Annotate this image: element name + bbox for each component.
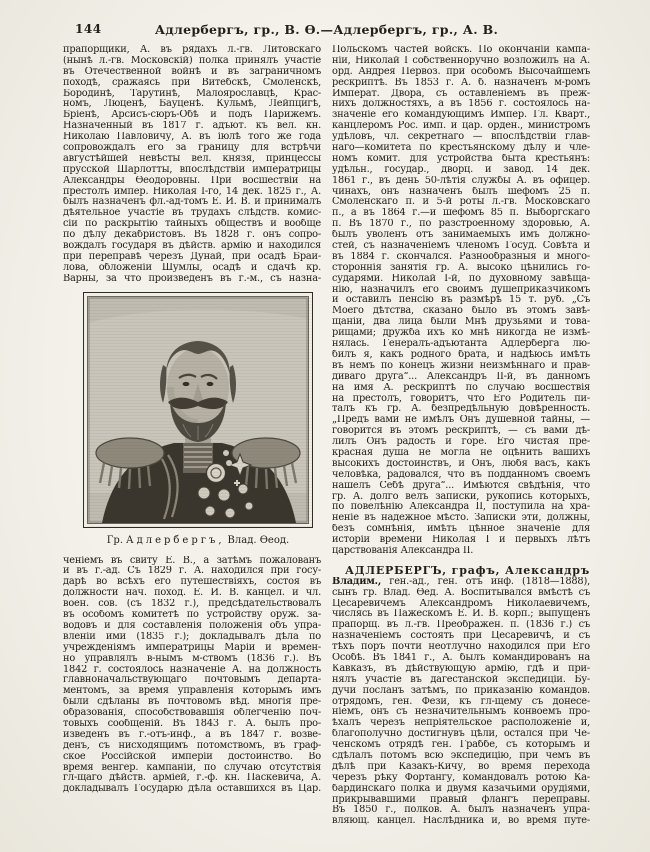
text-line: Варны, за что произведенъ въ г.-м., съ назна- — [63, 273, 321, 284]
text-line: Императ. Двора, съ оставленіемъ въ преж- — [332, 88, 590, 99]
text-line: были сдѣланы въ почтовомъ вѣд. многія пре- — [63, 697, 321, 708]
text-line: сіи по раскрытію тайныхъ обществъ и вообще — [63, 219, 321, 230]
paragraph-end-line: царствованія Александра II. — [332, 545, 474, 556]
text-line: человѣка, радовался, что въ подданномъ своемъ — [332, 469, 590, 480]
caption-suffix: Влад. Ѳеод. — [227, 534, 290, 546]
page-header — [63, 22, 590, 38]
text-columns — [63, 45, 590, 827]
caption-prefix: Гр. — [106, 534, 123, 546]
entry-text — [332, 588, 590, 828]
text-line: сударями. Николай I-й, по духовному завѣща- — [332, 273, 590, 284]
text-line: черезъ рѣку Фортангу, командовалъ ротою Ка- — [332, 772, 590, 783]
text-line: сопровождалъ его за границу для встрѣчи — [63, 143, 321, 154]
page-number: 144 — [75, 22, 102, 36]
text-line: ченскомъ отрядѣ ген. Граббе, съ которымъ и — [332, 740, 590, 751]
text-line: тѣхъ поръ почти неотлучно находился при Его — [332, 642, 590, 653]
text-line: походѣ, сражаясь при Витебскѣ, Смоленскѣ, — [63, 77, 321, 88]
text-line: ское Россійской имперіи достоинство. Во — [63, 751, 321, 762]
text-line: образованія, способствовавшія облегченію поч- — [63, 708, 321, 719]
text-line: номъ, Люценѣ, Бауценѣ. Кульмѣ, Лейпцигѣ, — [63, 99, 321, 110]
text-line: „Предъ вами не имѣлъ Онъ душевной тайны, — — [332, 415, 590, 426]
text-line: нашелъ Себѣ друга“... Имѣются свѣдѣнія, что — [332, 480, 590, 491]
text-line: ніи, Николай I собственноручно возложилъ на А. — [332, 55, 590, 66]
text-line: благополучно достигнувъ цѣли, остался при Че- — [332, 729, 590, 740]
text-line: удѣльн., государ., дворц. и завод. 14 дек. — [332, 164, 590, 175]
text-line: августѣйшей невѣсты вел. князя, принцессы — [63, 153, 321, 164]
text-line: высокихъ достоинствъ, и Онъ, любя васъ, какъ — [332, 458, 590, 469]
text-line: п., а въ 1864 г.—и шефомъ 85 п. Выборгскаго — [332, 208, 590, 219]
text-line: вляющ. канцел. Наслѣдника и, во время путе- — [332, 816, 590, 827]
text-line: гр. А. долго велъ записки, рукопись которыхъ, — [332, 491, 590, 502]
text-line: вождалъ государя въ дѣйств. армію и находился — [63, 241, 321, 252]
text-line: значеніе его командующимъ Импер. Гл. Кварт., — [332, 110, 590, 121]
text-line: сынъ гр. Влад. Ѳед. А. Воспитывался вмѣстѣ съ — [332, 587, 590, 598]
text-line: назначеніемъ состоять при Цесаревичѣ, и съ — [332, 631, 590, 642]
text-line: отрядомъ, ген. Фези, къ гл-щему съ донесе- — [332, 696, 590, 707]
text-line: стей, съ назначеніемъ членомъ Госуд. Совѣта и — [332, 241, 590, 252]
text-line: нялась. Генералъ-адъютанта Адлерберга лю- — [332, 339, 590, 350]
entry-lead-rest: ген.-ад., ген. отъ инф. (1818—1888), — [381, 576, 590, 587]
text-line: ѣхалъ черезъ непріятельское расположеніе и, — [332, 718, 590, 729]
text-line: престолъ импер. Николая I-го, 14 дек. 1825 г., А. — [63, 186, 321, 197]
text-line: денъ, съ нисходящимъ потомствомъ, въ граф- — [63, 740, 321, 751]
text-line: орд. Андрея Первоз. при особомъ Высочайшемъ — [332, 66, 590, 77]
text-line: водовъ и для составленія положенія объ упра- — [63, 620, 321, 631]
text-line: вленіи ими (1835 г.); докладывалъ дѣла по — [63, 631, 321, 642]
text-line: но управлялъ в-нымъ м-ствомъ (1836 г.). Въ — [63, 653, 321, 664]
portrait-engraving-icon — [87, 296, 309, 524]
text-line: прусской Шарлотты, впослѣдствіи императрицы — [63, 164, 321, 175]
text-line: Особѣ. Въ 1841 г., А. былъ командированъ на — [332, 652, 590, 663]
portrait-figure — [83, 292, 313, 546]
text-line: главноначальствующаго почтовымъ департа- — [63, 675, 321, 686]
text-line: Бріенѣ, Арсисъ-сюръ-Обѣ и подъ Парижемъ. — [63, 110, 321, 121]
text-line: нію, назначилъ его своимъ душеприказчикомъ — [332, 284, 590, 295]
text-line: Моего дѣтства, сказано было въ этомъ завѣ- — [332, 306, 590, 317]
text-line: талъ къ гр. А. безпредѣльную довѣренность. — [332, 404, 590, 415]
entry-heading: АДЛЕРБЕРГЪ, графъ, Александръ — [345, 565, 590, 577]
entry-lead-line — [332, 577, 590, 588]
text-line: нялъ участіе въ дагестанской экспедиціи. Бу- — [332, 674, 590, 685]
text-line: Бородинѣ, Тарутинѣ, Малоярославцѣ, Крас- — [63, 88, 321, 99]
text-line: Николаю Павловичу, А. въ іюлѣ того же года — [63, 132, 321, 143]
text-line: говорится въ этомъ рескриптѣ, — съ вами дѣ- — [332, 426, 590, 437]
text-line: (нынѣ л.-гв. Московскій) полка принялъ участіе — [63, 55, 321, 66]
text-line: Польскомъ частей войскъ. По окончаніи кампа- — [332, 45, 590, 55]
text-line: ченіемъ въ свиту Е. В., а затѣмъ пожалованъ — [63, 555, 321, 566]
next-entry-adlerberg-alexander — [332, 566, 590, 827]
left-column — [63, 45, 321, 827]
right-column — [332, 45, 590, 827]
text-line: безъ сомнѣнія, имѣть цѣнное значеніе для — [332, 524, 590, 535]
text-line: 1861 г., въ день 50-лѣтія службы А. въ офицер. — [332, 175, 590, 186]
text-line: по дѣлу декабристовъ. Въ 1828 г. онъ сопро- — [63, 230, 321, 241]
text-line: п. Въ 1870 г., по разстроенному здоровью, А. — [332, 219, 590, 230]
text-line: лилъ Онъ радость и горе. Его чистая пре- — [332, 437, 590, 448]
text-line: докладывалъ Государю дѣла оставшихся въ Цар. — [63, 784, 321, 795]
text-line: щаніи, два лица были Мнѣ друзьями и това- — [332, 317, 590, 328]
text-line: воен. сов. (съ 1832 г.), предсѣдательствовалъ — [63, 599, 321, 610]
text-line: дѣлѣ при Казакъ-Кичу, во время перехода — [332, 761, 590, 772]
text-line: билъ я, какъ родного брата, и надѣюсь имѣть — [332, 349, 590, 360]
text-line: исторіи времени Николая I и первыхъ лѣтъ — [332, 535, 590, 546]
text-line: прикрывавшими правый флангъ переправы. — [332, 794, 590, 805]
text-line: на престолъ, говоритъ, что Его Родитель пи- — [332, 393, 590, 404]
portrait-frame — [83, 292, 313, 528]
text-line: удѣловъ, чл. секретнаго — впослѣдствіи глав- — [332, 132, 590, 143]
text-line: товыхъ сообщеній. Въ 1843 г. А. былъ про- — [63, 718, 321, 729]
text-line: по повелѣнію Александра II, поступила на хра- — [332, 502, 590, 513]
text-line: былъ назначенъ фл.-ад-томъ Е. И. В. и принималъ — [63, 197, 321, 208]
running-title: Адлербергъ, гр., В. Ѳ.—Адлербергъ, гр., А. В. — [154, 22, 499, 37]
text-line: въ Отечественной войнѣ и въ заграничномъ — [63, 66, 321, 77]
text-line: дѣятельное участіе въ трудахъ слѣдств. комис- — [63, 208, 321, 219]
left-text-top — [63, 45, 321, 285]
text-line: бардинскаго полка и двумя казачьими орудіями, — [332, 783, 590, 794]
text-line: рескриптѣ. Въ 1853 г. А. б. назначенъ м-ромъ — [332, 77, 590, 88]
left-text-bottom — [63, 556, 321, 796]
text-line: наго—комитета по крестьянскому дѣлу и чле- — [332, 143, 590, 154]
text-line: дарѣ во всѣхъ его путешествіяхъ, состоя въ — [63, 577, 321, 588]
text-line: рищами; дружба ихъ ко мнѣ никогда не измѣ- — [332, 328, 590, 339]
right-text-top — [332, 45, 590, 546]
text-line: былъ уволенъ отъ занимаемыхъ имъ должно- — [332, 230, 590, 241]
text-line: въ немъ по конецъ жизни неизмѣннаго и прав- — [332, 360, 590, 371]
text-line: ніемъ, онъ съ незначительнымъ конвоемъ про- — [332, 707, 590, 718]
text-line: Александры Ѳеодоровны. При восшествіи на — [63, 175, 321, 186]
text-line: 1842 г. состоялось назначеніе А. на должность — [63, 664, 321, 675]
portrait-caption — [83, 535, 313, 546]
text-line: прапорщики, А. въ рядахъ л.-гв. Литовскаго — [63, 45, 321, 55]
text-line: нихъ должностяхъ, а въ 1856 г. состоялось на- — [332, 99, 590, 110]
text-line: время венгер. кампаніи, по случаю отсутствія — [63, 762, 321, 773]
text-line: Назначенный въ 1817 г. адъют. къ вел. кн. — [63, 121, 321, 132]
text-line: на имя А. рескриптѣ по случаю восшествія — [332, 382, 590, 393]
text-line: должности нач. поход. Е. И. В. канцел. и чл. — [63, 588, 321, 599]
text-line: ментомъ, за время управленія которымъ имъ — [63, 686, 321, 697]
text-line: красная душа не могла не оцѣнить вашихъ — [332, 447, 590, 458]
text-line: учрежденіямъ императрицы Маріи и времен- — [63, 642, 321, 653]
text-line: лова, обложеніи Шумлы, осадѣ и сдачѣ кр. — [63, 262, 321, 273]
text-line: и въ г.-ад. Съ 1829 г. А. находился при госу- — [63, 566, 321, 577]
text-line: стороннія занятія гр. А. высоко цѣнились го- — [332, 262, 590, 273]
text-line: неніе въ надежное мѣсто. Записки эти, должны, — [332, 513, 590, 524]
text-line: Кавказъ, въ дѣйствующую армію, гдѣ и при- — [332, 663, 590, 674]
text-line: канцлеромъ Рос. имп. и цар. орден., министромъ — [332, 121, 590, 132]
text-line: Цесаревичемъ Александромъ Николаевичемъ, — [332, 598, 590, 609]
caption-name: Адлербергъ, — [126, 534, 225, 546]
text-line: гл-щаго дѣйств. арміей, г.-ф. кн. Паскевича, А. — [63, 773, 321, 784]
text-line: изведенъ въ г.-отъ-инф., а въ 1847 г. возве- — [63, 729, 321, 740]
entry-lead-bold: Владим., — [332, 576, 382, 587]
text-line: сдѣлалъ потомъ всю экспедицію, при чемъ въ — [332, 751, 590, 761]
text-line: номъ комит. для устройства быта крестьянъ: — [332, 153, 590, 164]
text-line: диваго друга“... Александръ II-й, въ данномъ — [332, 371, 590, 382]
text-line: въ 1884 г. скончался. Разнообразныя и много- — [332, 251, 590, 262]
text-line: при переправѣ черезъ Дунай, при осадѣ Браи- — [63, 251, 321, 262]
text-line: Въ 1850 г., полков. А. былъ назначенъ упра- — [332, 805, 590, 816]
text-line: Смоленскаго п. и 5-й роты л.-гв. Московскаго — [332, 197, 590, 208]
text-line: числясь въ Пажескомъ Е. И. В. корп.; выпущенъ — [332, 609, 590, 620]
text-line: и оставилъ пенсію въ размѣрѣ 15 т. руб. „Съ — [332, 295, 590, 306]
text-line: чинахъ, онъ назначенъ былъ шефомъ 25 п. — [332, 186, 590, 197]
text-line: прапорщ. въ л.-гв. Преображен. п. (1836 г.) съ — [332, 620, 590, 631]
text-line: въ особомъ комитетѣ по устройству оруж. за- — [63, 610, 321, 621]
text-line: дучи посланъ затѣмъ, по приказанію командов. — [332, 685, 590, 696]
